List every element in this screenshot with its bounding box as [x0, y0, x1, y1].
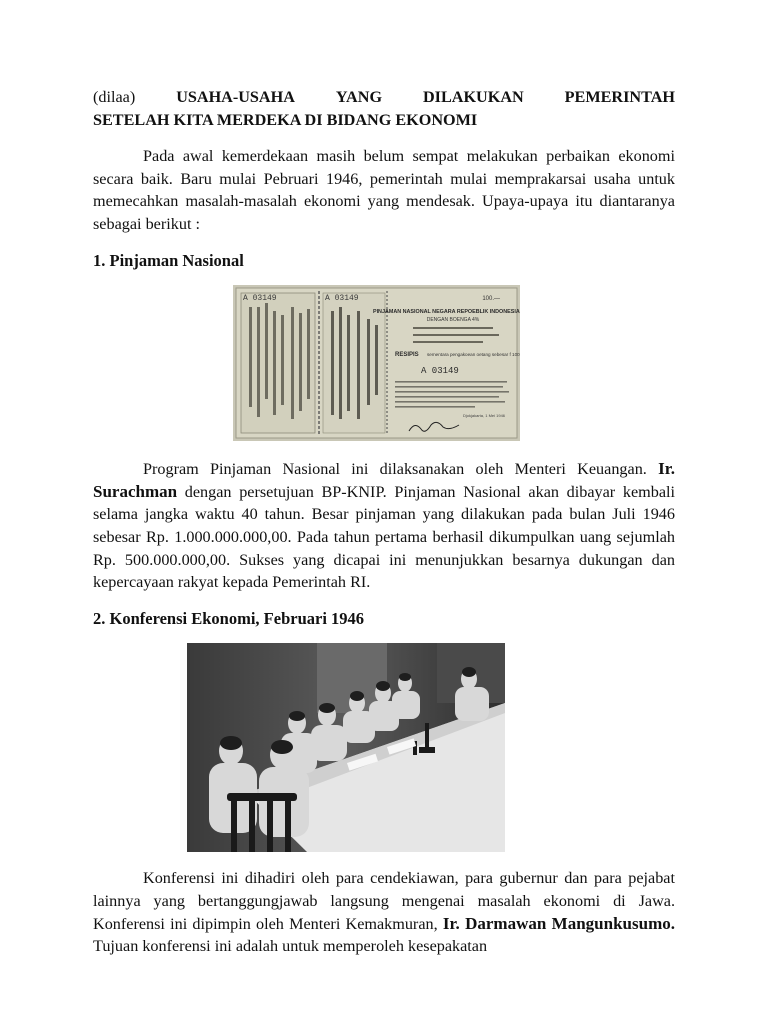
paragraph-pinjaman [93, 458, 675, 594]
issue-date: Djokjakarta, 1 Mei 1946 [463, 413, 506, 419]
conference-photo [187, 643, 505, 852]
conference-photo-illustration [187, 643, 505, 852]
section-heading-konferensi: 2. Konferensi Ekonomi, Februari 1946 [93, 608, 365, 628]
bond-certificate-illustration [233, 285, 520, 441]
konferensi-text-before: Konferensi ini dihadiri oleh para cendekiawan, para gubernur dan para pejabat lainnya yang bertanggungjawab langsung mengenai masalah ekonomi di Jawa. Konferensi ini dipimpin oleh Menteri Kemakmuran, [93, 869, 675, 933]
certificate-header: PINJAMAN NASIONAL NEGARA REPOEBLIK INDONESIA 1946 [372, 309, 520, 316]
title-word: PEMERINTAH [564, 88, 675, 106]
konferensi-text-after: Tujuan konferensi ini adalah untuk memperoleh kesepakatan [93, 937, 488, 956]
title-line-1 [93, 86, 675, 109]
amount-top: 100.— [482, 296, 500, 303]
certificate-interest: DENGAN BOENGA 4% [426, 317, 480, 324]
title-word: USAHA-USAHA [176, 88, 295, 106]
paragraph-konferensi [93, 867, 675, 957]
pinjaman-text-after: dengan persetujuan BP-KNIP. Pinjaman Nasional akan dibayar kembali selama jangka waktu 40 tahun. Besar pinjaman yang dilakukan pada bulan Juli 1946 sebesar Rp. 1.000.000.000,00. Pada tahun pertama berhasil dikumpulkan uang sejumlah Rp. 500.000.000,00. Sukses yang dicapai ini menunjukkan besarnya dukungan dan kepercayaan rakyat kepada Pemerintah RI. [93, 482, 676, 592]
section-heading-pinjaman: 1. Pinjaman Nasional [93, 250, 244, 270]
serial-number-a: A 03149 [243, 294, 277, 304]
bond-certificate-image [233, 285, 520, 441]
receipt-label: RESIPIS [395, 352, 419, 359]
pinjaman-text-before: Program Pinjaman Nasional ini dilaksanakan oleh Menteri Keuangan. [143, 460, 647, 479]
intro-paragraph: Pada awal kemerdekaan masih belum sempat melakukan perbaikan ekonomi secara baik. Baru mulai Pebruari 1946, pemerintah mulai memprakarsai usaha untuk memecahkan masalah-masalah ekonomi yang mendesak. Upaya-upaya itu diantaranya sebagai berikut : [93, 147, 675, 233]
document-page [93, 86, 675, 958]
receipt-text: sementara pengakoean oetang sebesar f 100.— [427, 352, 520, 358]
document-title [93, 86, 675, 131]
title-prefix: (dilaa) [93, 88, 136, 106]
minister-name-darmawan: Ir. Darmawan Mangunkusumo. [442, 913, 675, 933]
serial-number-b: A 03149 [325, 294, 359, 304]
title-line-2: SETELAH KITA MERDEKA DI BIDANG EKONOMI [93, 110, 478, 129]
minister-name-surachman: Ir. Surachman [93, 459, 675, 501]
title-word: DILAKUKAN [422, 88, 524, 106]
title-word: YANG [335, 88, 383, 106]
serial-number-c: A 03149 [421, 366, 459, 377]
